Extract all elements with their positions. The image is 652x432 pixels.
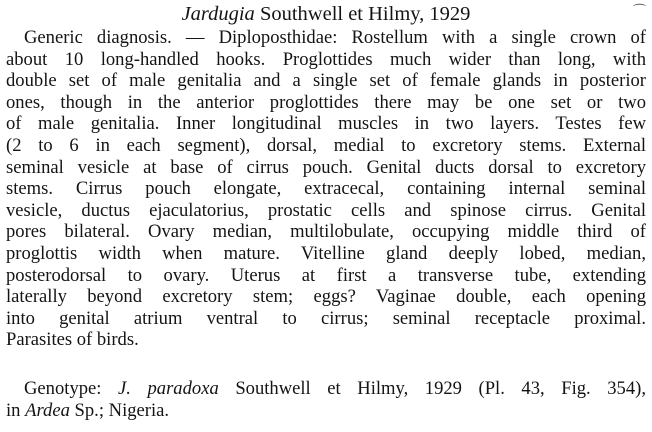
host-locality: Sp.; Nigeria. bbox=[74, 399, 170, 421]
diagnosis-line: of male genitalia. Inner longitudinal muscles in two layers. Testes few bbox=[6, 113, 646, 135]
genotype-line bbox=[6, 378, 646, 400]
diagnosis-line: double set of male genitalia and a single set of female glands in posterior bbox=[6, 70, 646, 92]
diagnosis-line: pores bilateral. Ovary median, multilobulate, occupying middle third of bbox=[6, 221, 646, 243]
diagnosis-line: Parasites of birds. bbox=[6, 329, 139, 351]
pencil-mark: ⌒ bbox=[633, 4, 647, 19]
genotype-label: Genotype: bbox=[24, 378, 102, 399]
diagnosis-line: into genital atrium ventral to cirrus; seminal receptacle proximal. bbox=[6, 307, 646, 329]
genus-authority: Southwell et Hilmy, 1929 bbox=[259, 3, 471, 25]
host-in-word: in bbox=[6, 399, 21, 421]
host-genus: Ardea bbox=[25, 399, 70, 421]
genotype-species: J. paradoxa bbox=[118, 378, 219, 399]
diagnosis-line: about 10 long-handled hooks. Proglottides much wider than long, with bbox=[6, 48, 646, 70]
diagnosis-line: (2 to 6 in each segment), dorsal, medial to excretory stems. External bbox=[6, 134, 646, 156]
diagnosis-line: Generic diagnosis. — Diploposthidae: Rostellum with a single crown of bbox=[24, 27, 646, 48]
diagnosis-line: stems. Cirrus pouch elongate, extracecal, containing internal seminal bbox=[6, 178, 646, 200]
diagnosis-line: proglottis width when mature. Vitelline gland deeply lobed, median, bbox=[6, 242, 646, 264]
genotype-citation: Southwell et Hilmy, 1929 (Pl. 43, Fig. 354), bbox=[235, 378, 646, 399]
diagnosis-line: posterodorsal to ovary. Uterus at first a transverse tube, extending bbox=[6, 264, 646, 286]
diagnosis-line: ones, though in the anterior proglottides there may be one set or two bbox=[6, 91, 646, 113]
diagnosis-line: laterally beyond excretory stem; eggs? Vaginae double, each opening bbox=[6, 286, 646, 308]
genus-heading bbox=[0, 2, 652, 26]
diagnosis-line: vesicle, ductus ejaculatorius, prostatic cells and spinose cirrus. Genital bbox=[6, 199, 646, 221]
genotype-host-line bbox=[6, 400, 646, 422]
diagnosis-line: seminal vesicle at base of cirrus pouch. Genital ducts dorsal to excretory bbox=[6, 156, 646, 178]
genus-name: Jardugia bbox=[181, 3, 255, 25]
genotype-paragraph bbox=[6, 378, 646, 421]
generic-diagnosis-paragraph bbox=[6, 27, 646, 351]
